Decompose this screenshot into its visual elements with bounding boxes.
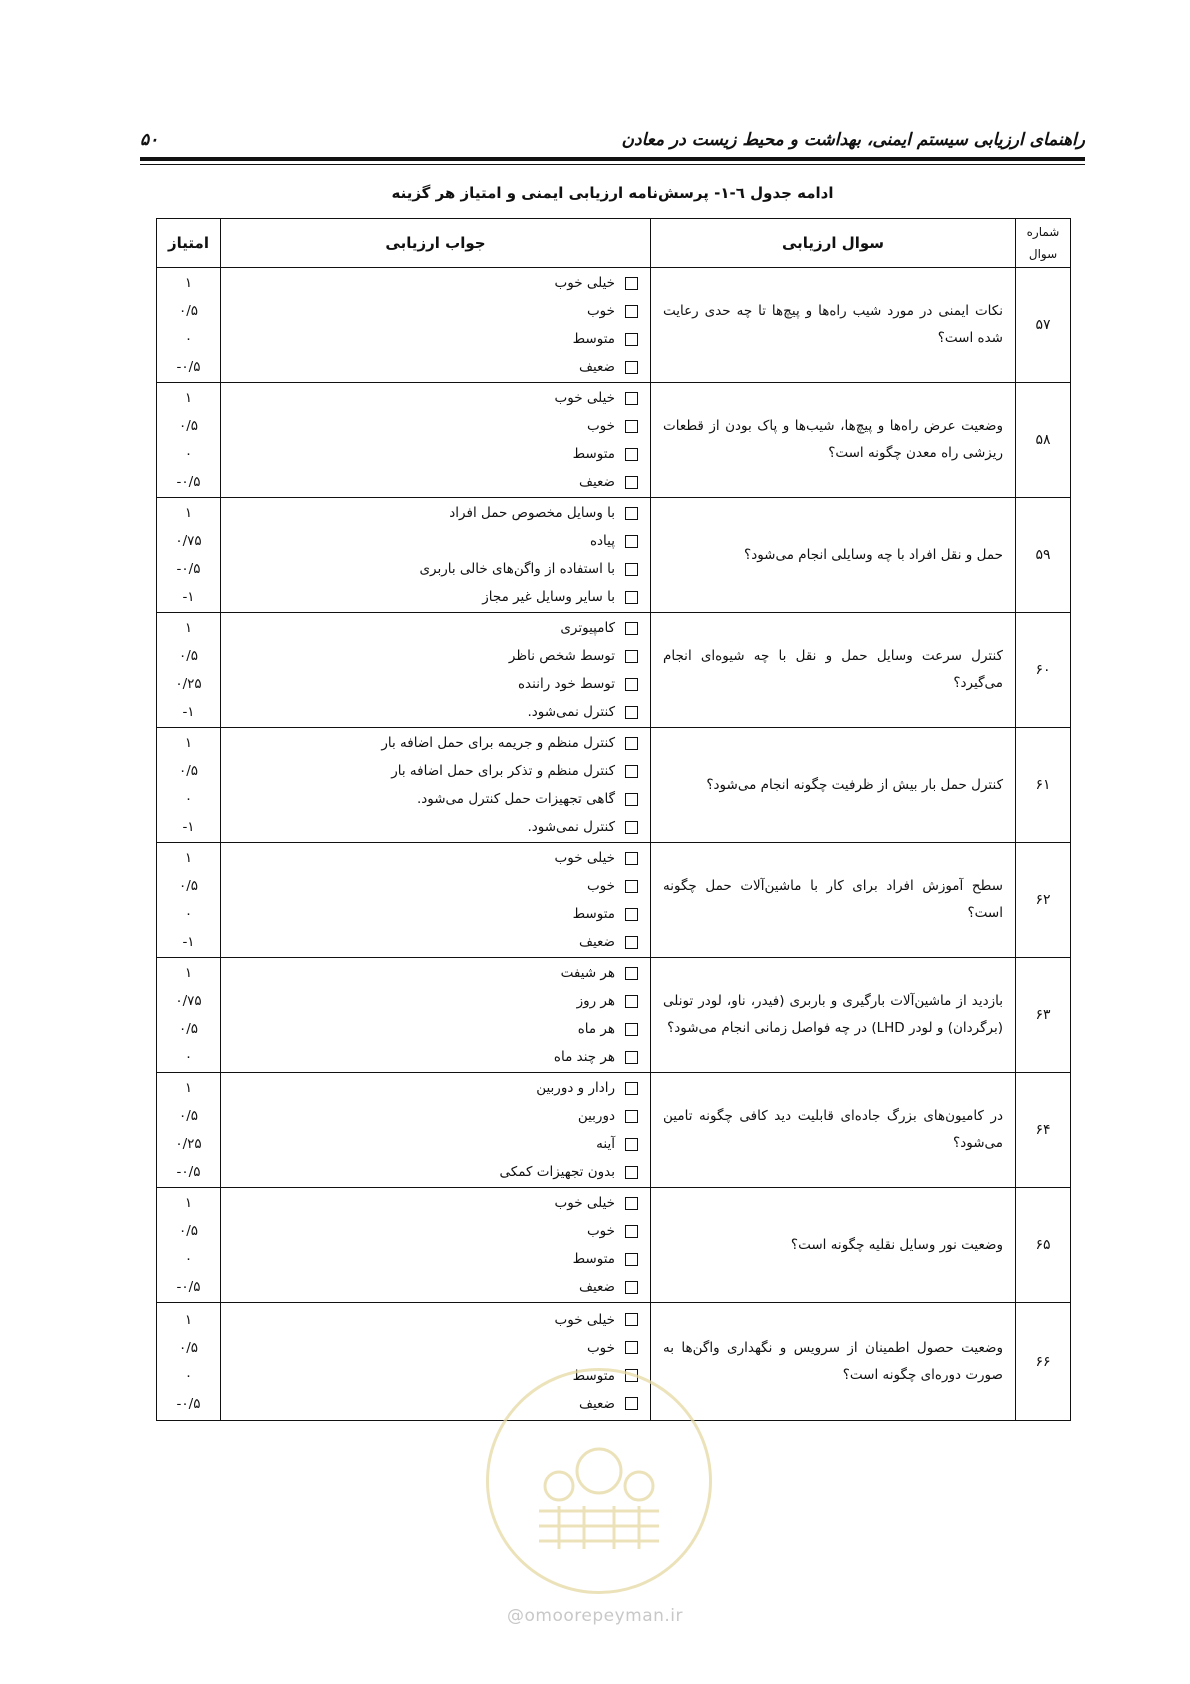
score-value: -۰/۵ [176,1279,201,1295]
score-value: ۰ [184,1049,193,1065]
checkbox-icon[interactable] [625,995,638,1008]
score-value: ۰/۷۵ [175,993,202,1009]
answer-option[interactable] [221,1334,650,1362]
header-title: راهنمای ارزیابی سیستم ایمنی، بهداشت و محیط زیست در معادن [621,130,1085,150]
answer-option-label: کامپیوتری [560,620,615,636]
answer-option-label: گاهی تجهیزات حمل کنترل می‌شود. [416,791,615,807]
answer-option-label: کنترل نمی‌شود. [527,704,615,720]
checkbox-icon[interactable] [625,1166,638,1179]
questionnaire-table [156,218,1071,1421]
answer-option[interactable] [221,813,650,841]
table-row [157,1188,1071,1303]
answer-option[interactable] [221,1158,650,1186]
score-value: ۱ [184,1195,193,1211]
answer-option[interactable] [221,670,650,698]
checkbox-icon[interactable] [625,1051,638,1064]
checkbox-icon[interactable] [625,392,638,405]
checkbox-icon[interactable] [625,591,638,604]
score-value: ۰/۵ [178,303,199,319]
score-values [157,1188,221,1303]
checkbox-icon[interactable] [625,650,638,663]
table-row [157,1073,1071,1188]
answer-options [221,383,651,498]
checkbox-icon[interactable] [625,1023,638,1036]
question-number: ۶۱ [1016,728,1071,843]
score-value: ۱ [184,850,193,866]
question-text: وضعیت نور وسایل نقلیه چگونه است؟ [651,1188,1016,1303]
score-values [157,383,221,498]
checkbox-icon[interactable] [625,420,638,433]
answer-options [221,958,651,1073]
score-value: ۰/۵ [178,1223,199,1239]
score-values [157,1073,221,1188]
score-value: ۱ [184,965,193,981]
watermark-url: @omoorepeyman.ir [506,1606,684,1626]
answer-option[interactable] [221,1102,650,1130]
answer-option-label: ضعیف [578,934,615,950]
answer-option-label: دوربین [577,1108,615,1124]
answer-options [221,843,651,958]
score-values [157,728,221,843]
watermark-logo [486,1368,712,1594]
checkbox-icon[interactable] [625,507,638,520]
answer-option[interactable] [221,729,650,757]
answer-option[interactable] [221,959,650,987]
score-value: ۰ [184,446,193,462]
answer-option-label: توسط شخص ناظر [508,648,615,664]
answer-option[interactable] [221,412,650,440]
checkbox-icon[interactable] [625,967,638,980]
answer-option-label: ضعیف [578,1279,615,1295]
answer-option-label: با سایر وسایل غیر مجاز [482,589,615,605]
answer-option[interactable] [221,1217,650,1245]
score-values [157,268,221,383]
answer-option-label: ضعیف [578,1395,615,1412]
answer-option-label: خیلی خوب [554,390,615,406]
question-number: ۶۰ [1016,613,1071,728]
score-value: ۱ [184,1311,193,1328]
score-value: ۱ [184,735,193,751]
answer-option[interactable] [221,928,650,956]
checkbox-icon[interactable] [625,563,638,576]
answer-option[interactable] [221,757,650,785]
answer-option-label: پیاده [589,533,615,549]
column-header-question: سوال ارزیابی [651,219,1016,268]
answer-option-label: ضعیف [578,359,615,375]
score-value: -۱ [182,589,195,605]
answer-option[interactable] [221,698,650,726]
question-text: نکات ایمنی در مورد شیب راه‌ها و پیچ‌ها تا چه حدی رعایت شده است؟ [651,268,1016,383]
score-values [157,613,221,728]
table-header-row [157,219,1071,268]
table-row [157,958,1071,1073]
score-value: -۰/۵ [176,474,201,490]
checkbox-icon[interactable] [625,1313,638,1326]
checkbox-icon[interactable] [625,1341,638,1354]
score-value: ۱ [184,275,193,291]
table-row [157,843,1071,958]
answer-option-label: با وسایل مخصوص حمل افراد [449,505,615,521]
answer-option-label: متوسط [572,1251,615,1267]
question-number: ۶۵ [1016,1188,1071,1303]
page-header [140,124,1085,154]
table-caption: ادامه جدول ٦-١- پرسش‌نامه ارزیابی ایمنی و امتیاز هر گزینه [391,184,834,202]
answer-option[interactable] [221,527,650,555]
checkbox-icon[interactable] [625,737,638,750]
checkbox-icon[interactable] [625,1082,638,1095]
answer-option-label: کنترل نمی‌شود. [527,819,615,835]
answer-option-label: توسط خود راننده [517,676,615,692]
checkbox-icon[interactable] [625,535,638,548]
checkbox-icon[interactable] [625,1197,638,1210]
score-value: ۱ [184,1080,193,1096]
answer-option[interactable] [221,384,650,412]
answer-option[interactable] [221,269,650,297]
checkbox-icon[interactable] [625,1138,638,1151]
answer-options [221,1188,651,1303]
score-values [157,958,221,1073]
answer-option-label: متوسط [572,331,615,347]
checkbox-icon[interactable] [625,1225,638,1238]
score-value: -۰/۵ [176,1395,201,1412]
question-text: کنترل سرعت وسایل حمل و نقل با چه شیوه‌ای انجام می‌گیرد؟ [651,613,1016,728]
question-number: ۵۷ [1016,268,1071,383]
score-value: ۱ [184,505,193,521]
answer-option[interactable] [221,872,650,900]
checkbox-icon[interactable] [625,678,638,691]
checkbox-icon[interactable] [625,333,638,346]
answer-option[interactable] [221,1245,650,1273]
answer-options [221,268,651,383]
checkbox-icon[interactable] [625,706,638,719]
checkbox-icon[interactable] [625,305,638,318]
answer-option-label: آینه [596,1136,615,1152]
checkbox-icon[interactable] [625,793,638,806]
answer-option-label: خیلی خوب [554,1195,615,1211]
answer-option[interactable] [221,468,650,496]
checkbox-icon[interactable] [625,936,638,949]
checkbox-icon[interactable] [625,476,638,489]
answer-option[interactable] [221,555,650,583]
column-header-number-line2: سوال [1028,247,1058,261]
answer-option[interactable] [221,1273,650,1301]
column-header-number-line1: شماره [1026,225,1060,239]
answer-option[interactable] [221,325,650,353]
checkbox-icon[interactable] [625,622,638,635]
answer-option-label: خوب [586,1339,615,1356]
score-value: ۰/۵ [178,1021,199,1037]
question-number: ۶۳ [1016,958,1071,1073]
question-number: ۶۴ [1016,1073,1071,1188]
answer-option[interactable] [221,1074,650,1102]
answer-option-label: با استفاده از واگن‌های خالی باربری [419,561,615,577]
answer-option[interactable] [221,1306,650,1334]
answer-option[interactable] [221,642,650,670]
checkbox-icon[interactable] [625,361,638,374]
answer-option-label: هر چند ماه [553,1049,615,1065]
question-text: در کامیون‌های بزرگ جاده‌ای قابلیت دید کافی چگونه تامین می‌شود؟ [651,1073,1016,1188]
score-values [157,498,221,613]
answer-option-label: متوسط [572,1367,615,1384]
score-value: -۱ [182,819,195,835]
answer-option[interactable] [221,297,650,325]
table-row [157,268,1071,383]
score-value: -۰/۵ [176,1164,201,1180]
answer-option-label: خیلی خوب [554,850,615,866]
answer-option-label: کنترل منظم و تذکر برای حمل اضافه بار [391,763,615,779]
score-value: ۰ [184,331,193,347]
answer-option[interactable] [221,1130,650,1158]
score-value: ۰ [184,906,193,922]
question-text: حمل و نقل افراد با چه وسایلی انجام می‌شود؟ [651,498,1016,613]
answer-option-label: خوب [586,878,615,894]
answer-option-label: خیلی خوب [554,1311,615,1328]
score-value: ۰/۷۵ [175,533,202,549]
score-value: ۱ [184,620,193,636]
answer-option[interactable] [221,499,650,527]
answer-option[interactable] [221,353,650,381]
question-text: وضعیت عرض راه‌ها و پیچ‌ها، شیب‌ها و پاک بودن از قطعات ریزشی راه معدن چگونه است؟ [651,383,1016,498]
answer-option[interactable] [221,1043,650,1071]
answer-option-label: متوسط [572,446,615,462]
table-row [157,498,1071,613]
answer-option[interactable] [221,1015,650,1043]
question-text: وضعیت حصول اطمینان از سرویس و نگهداری واگن‌ها به صورت دوره‌ای چگونه است؟ [651,1303,1016,1421]
answer-option-label: هر ماه [577,1021,615,1037]
checkbox-icon[interactable] [625,765,638,778]
answer-option-label: خیلی خوب [554,275,615,291]
answer-options [221,728,651,843]
answer-option-label: خوب [586,1223,615,1239]
score-value: -۱ [182,934,195,950]
answer-option-label: هر شیفت [560,965,615,981]
table-row [157,383,1071,498]
score-values [157,843,221,958]
answer-option[interactable] [221,614,650,642]
gear-emblem-icon [529,1431,669,1551]
answer-option-label: بدون تجهیزات کمکی [499,1164,615,1180]
answer-option[interactable] [221,987,650,1015]
answer-option[interactable] [221,1189,650,1217]
checkbox-icon[interactable] [625,277,638,290]
score-value: ۱ [184,390,193,406]
checkbox-icon[interactable] [625,908,638,921]
checkbox-icon[interactable] [625,880,638,893]
answer-option-label: خوب [586,418,615,434]
score-value: ۰/۵ [178,763,199,779]
question-text: بازدید از ماشین‌آلات بارگیری و باربری (فیدر، ناو، لودر تونلی (برگردان) و لودر LHD) در چه فواصل زمانی انجام می‌شود؟ [651,958,1016,1073]
header-rule [140,157,1085,161]
question-text: سطح آموزش افراد برای کار با ماشین‌آلات حمل چگونه است؟ [651,843,1016,958]
answer-option-label: خوب [586,303,615,319]
question-number: ۶۶ [1016,1303,1071,1421]
answer-option-label: کنترل منظم و جریمه برای حمل اضافه بار [381,735,615,751]
score-value: ۰/۲۵ [175,676,202,692]
answer-option[interactable] [221,785,650,813]
score-value: ۰ [184,1251,193,1267]
answer-option-label: رادار و دوربین [536,1080,615,1096]
table-row [157,613,1071,728]
answer-option[interactable] [221,900,650,928]
checkbox-icon[interactable] [625,821,638,834]
score-value: ۰/۲۵ [175,1136,202,1152]
answer-option[interactable] [221,440,650,468]
score-value: -۰/۵ [176,561,201,577]
score-value: ۰/۵ [178,878,199,894]
checkbox-icon[interactable] [625,852,638,865]
score-value: -۱ [182,704,195,720]
column-header-score: امتیاز [157,219,221,268]
answer-options [221,1073,651,1188]
question-number: ۶۲ [1016,843,1071,958]
question-number: ۵۸ [1016,383,1071,498]
score-value: ۰/۵ [178,418,199,434]
answer-options [221,613,651,728]
score-value: -۰/۵ [176,359,201,375]
score-value: ۰/۵ [178,1108,199,1124]
column-header-answer: جواب ارزیابی [221,219,651,268]
answer-option[interactable] [221,583,650,611]
column-header-number [1016,219,1071,268]
checkbox-icon[interactable] [625,1110,638,1123]
checkbox-icon[interactable] [625,448,638,461]
score-value: ۰ [184,791,193,807]
score-value: ۰/۵ [178,1339,199,1356]
score-value: ۰ [184,1367,193,1384]
answer-option-label: ضعیف [578,474,615,490]
score-values [157,1303,221,1421]
answer-options [221,498,651,613]
question-text: کنترل حمل بار بیش از ظرفیت چگونه انجام می‌شود؟ [651,728,1016,843]
header-rule-thin [140,164,1085,165]
score-value: ۰/۵ [178,648,199,664]
answer-option-label: هر روز [576,993,615,1009]
page-number: ۵۰ [140,130,159,150]
checkbox-icon[interactable] [625,1253,638,1266]
table-row [157,728,1071,843]
question-number: ۵۹ [1016,498,1071,613]
checkbox-icon[interactable] [625,1281,638,1294]
answer-option[interactable] [221,844,650,872]
answer-option-label: متوسط [572,906,615,922]
